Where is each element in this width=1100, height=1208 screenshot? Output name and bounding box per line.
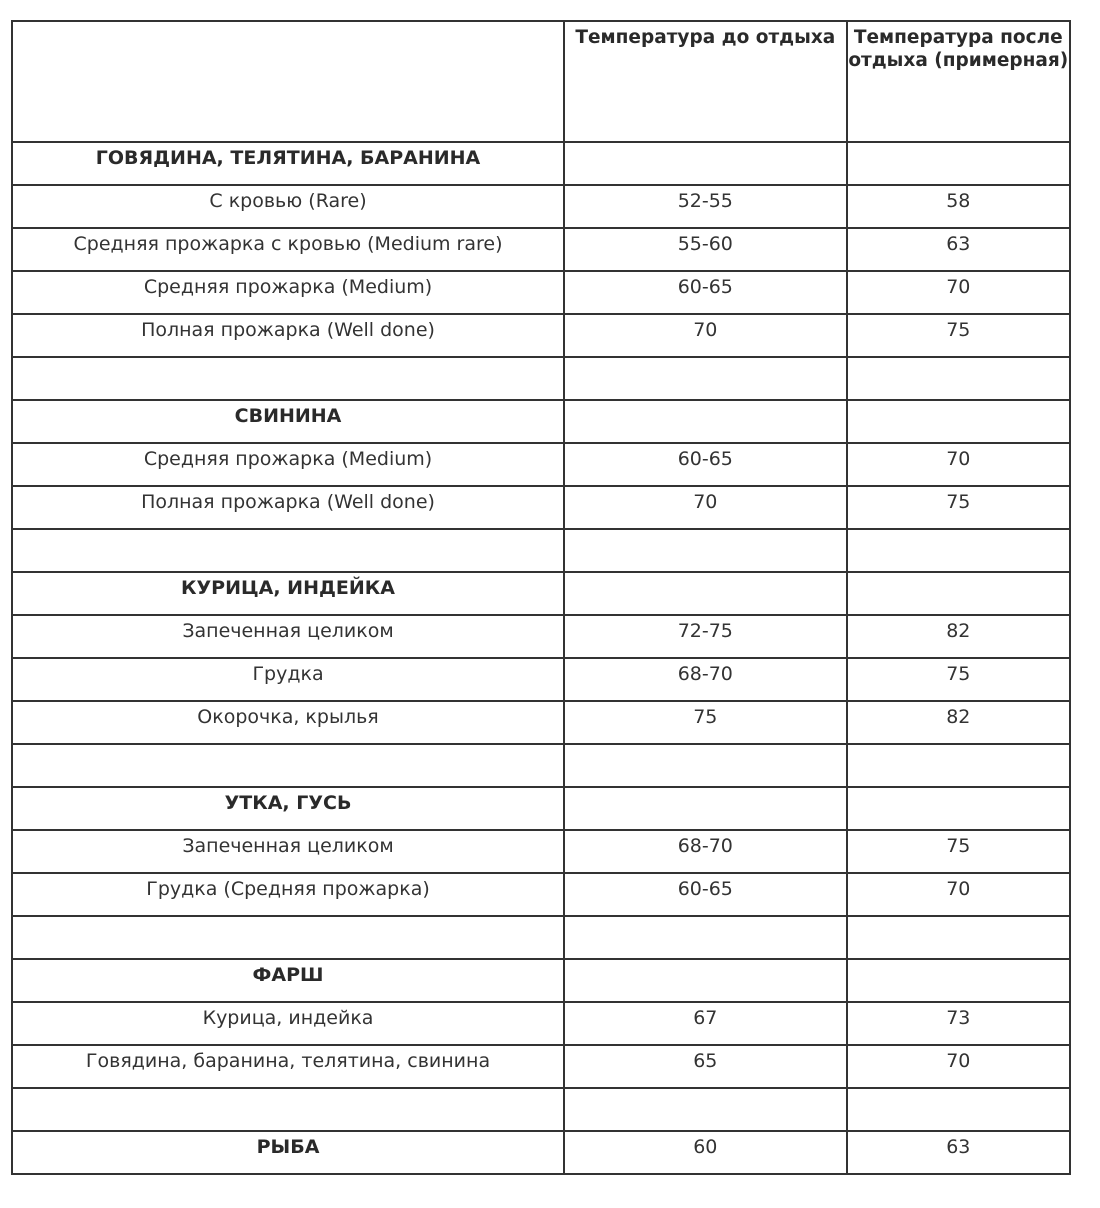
spacer-row bbox=[12, 529, 1070, 572]
item-label: Запеченная целиком bbox=[12, 830, 564, 873]
item-label: Полная прожарка (Well done) bbox=[12, 314, 564, 357]
spacer-row bbox=[12, 916, 1070, 959]
item-label: Средняя прожарка (Medium) bbox=[12, 443, 564, 486]
fish-row bbox=[12, 1131, 1070, 1174]
table-row bbox=[12, 486, 1070, 529]
section-row bbox=[12, 572, 1070, 615]
section-row bbox=[12, 787, 1070, 830]
temp-after: 73 bbox=[847, 1002, 1070, 1045]
spacer-row bbox=[12, 1088, 1070, 1131]
table-row bbox=[12, 271, 1070, 314]
section-row bbox=[12, 959, 1070, 1002]
temp-after: 58 bbox=[847, 185, 1070, 228]
item-label: Окорочка, крылья bbox=[12, 701, 564, 744]
spacer-row bbox=[12, 744, 1070, 787]
temp-before: 72-75 bbox=[564, 615, 847, 658]
table-row bbox=[12, 830, 1070, 873]
item-label: Курица, индейка bbox=[12, 1002, 564, 1045]
table-row bbox=[12, 701, 1070, 744]
temp-after: 63 bbox=[847, 1131, 1070, 1174]
table-row bbox=[12, 314, 1070, 357]
temp-after: 75 bbox=[847, 830, 1070, 873]
section-title: УТКА, ГУСЬ bbox=[12, 787, 564, 830]
temp-after: 70 bbox=[847, 873, 1070, 916]
temperature-table bbox=[11, 20, 1071, 1175]
item-label: Средняя прожарка с кровью (Medium rare) bbox=[12, 228, 564, 271]
temp-before: 60-65 bbox=[564, 873, 847, 916]
temp-before: 67 bbox=[564, 1002, 847, 1045]
temp-after: 75 bbox=[847, 658, 1070, 701]
item-label: Полная прожарка (Well done) bbox=[12, 486, 564, 529]
item-label: Грудка (Средняя прожарка) bbox=[12, 873, 564, 916]
temp-before: 55-60 bbox=[564, 228, 847, 271]
table-row bbox=[12, 615, 1070, 658]
item-label: Средняя прожарка (Medium) bbox=[12, 271, 564, 314]
section-title: КУРИЦА, ИНДЕЙКА bbox=[12, 572, 564, 615]
table-row bbox=[12, 1002, 1070, 1045]
header-before-rest: Температура до отдыха bbox=[564, 21, 847, 142]
temperature-table-container bbox=[11, 20, 1071, 1175]
section-title: ГОВЯДИНА, ТЕЛЯТИНА, БАРАНИНА bbox=[12, 142, 564, 185]
section-row bbox=[12, 400, 1070, 443]
temp-before: 60 bbox=[564, 1131, 847, 1174]
section-title: ФАРШ bbox=[12, 959, 564, 1002]
table-row bbox=[12, 443, 1070, 486]
table-row bbox=[12, 1045, 1070, 1088]
temp-after: 82 bbox=[847, 615, 1070, 658]
section-row bbox=[12, 142, 1070, 185]
section-title: СВИНИНА bbox=[12, 400, 564, 443]
item-label: Грудка bbox=[12, 658, 564, 701]
temp-before: 60-65 bbox=[564, 443, 847, 486]
temp-before: 68-70 bbox=[564, 830, 847, 873]
header-after-rest: Температура после отдыха (примерная) bbox=[847, 21, 1070, 142]
temp-before: 52-55 bbox=[564, 185, 847, 228]
table-row bbox=[12, 658, 1070, 701]
temp-before: 65 bbox=[564, 1045, 847, 1088]
temp-after: 70 bbox=[847, 1045, 1070, 1088]
temp-before: 75 bbox=[564, 701, 847, 744]
spacer-row bbox=[12, 357, 1070, 400]
table-row bbox=[12, 185, 1070, 228]
temp-before: 70 bbox=[564, 486, 847, 529]
item-label: С кровью (Rare) bbox=[12, 185, 564, 228]
header-empty-cell bbox=[12, 21, 564, 142]
section-title: РЫБА bbox=[12, 1131, 564, 1174]
temp-after: 75 bbox=[847, 314, 1070, 357]
temp-after: 70 bbox=[847, 443, 1070, 486]
table-row bbox=[12, 873, 1070, 916]
temp-after: 75 bbox=[847, 486, 1070, 529]
temp-after: 82 bbox=[847, 701, 1070, 744]
item-label: Говядина, баранина, телятина, свинина bbox=[12, 1045, 564, 1088]
temp-before: 70 bbox=[564, 314, 847, 357]
temp-after: 63 bbox=[847, 228, 1070, 271]
item-label: Запеченная целиком bbox=[12, 615, 564, 658]
temp-before: 68-70 bbox=[564, 658, 847, 701]
header-row bbox=[12, 21, 1070, 142]
table-row bbox=[12, 228, 1070, 271]
temp-after: 70 bbox=[847, 271, 1070, 314]
temp-before: 60-65 bbox=[564, 271, 847, 314]
